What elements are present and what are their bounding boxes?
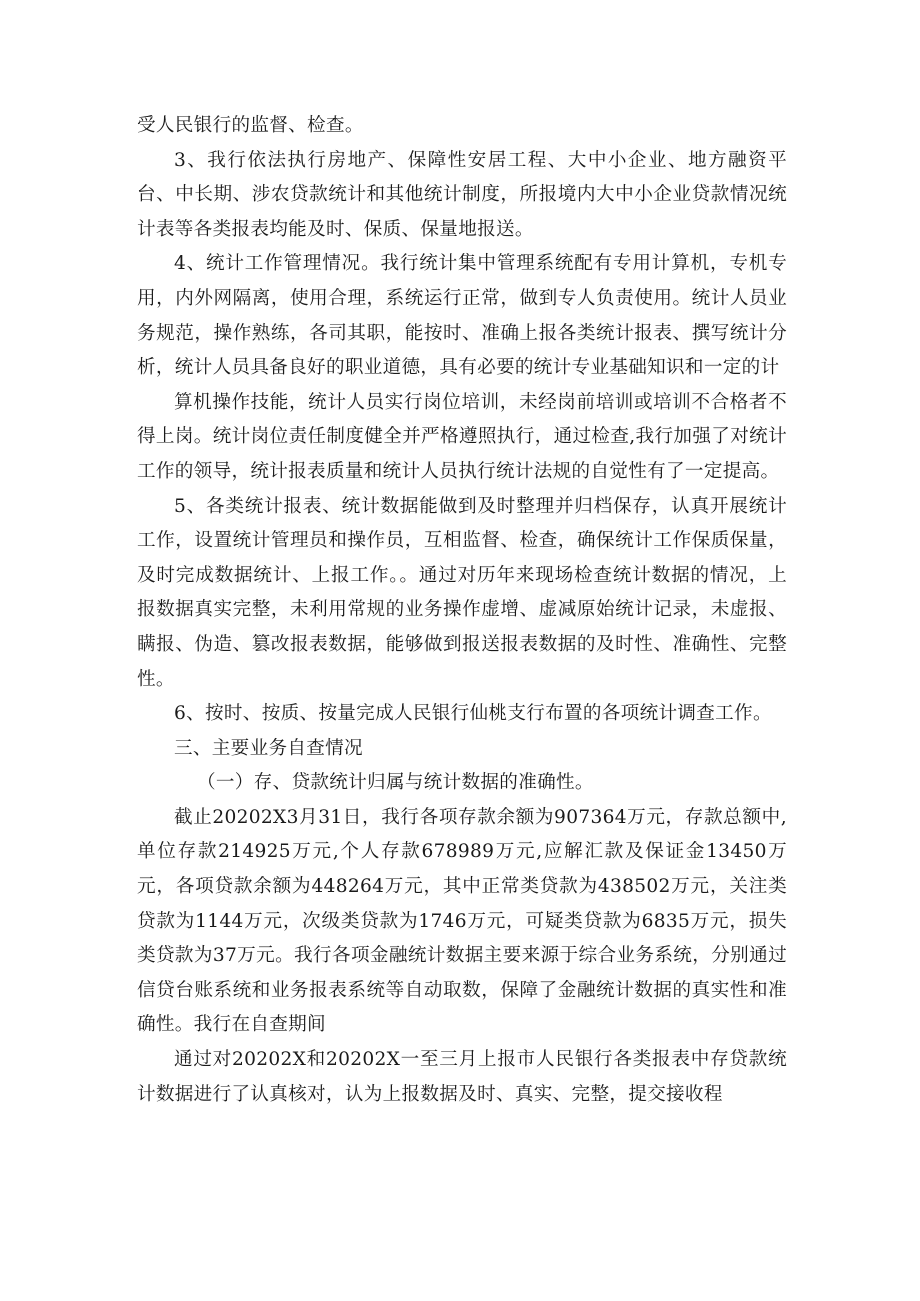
paragraph-4: 算机操作技能，统计人员实行岗位培训，未经岗前培训或培训不合格者不得上岗。统计岗位责任制度健全并严格遵照执行，通过检查,我行加强了对统计工作的领导，统计报表质量和统计人员执行统计法规的自觉性有了一定提高。 (137, 391, 787, 482)
paragraph-10: 通过对20202X和20202X一至三月上报市人民银行各类报表中存贷款统计数据进行了认真核对，认为上报数据及时、真实、完整，提交接收程 (137, 1049, 787, 1105)
document-body (137, 109, 787, 1112)
paragraph-5: 5、各类统计报表、统计数据能做到及时整理并归档保存，认真开展统计工作，设置统计管理员和操作员，互相监督、检查，确保统计工作保质保量，及时完成数据统计、上报工作。。通过对历年来现场检查统计数据的情况，上报数据真实完整，未利用常规的业务操作虚增、虚减原始统计记录，未虚报、瞒报、伪造、篡改报表数据，能够做到报送报表数据的及时性、准确性、完整性。 (137, 495, 787, 690)
paragraph-1: 受人民银行的监督、检查。 (137, 115, 364, 136)
paragraph-9: 截止20202X3月31日，我行各项存款余额为907364万元，存款总额中,单位存款214925万元,个人存款678989万元,应解汇款及保证金13450万元，各项贷款余额为448264万元，其中正常类贷款为438502万元，关注类贷款为1144万元，次级类贷款为1746万元，可疑类贷款为6835万元，损失类贷款为37万元。我行各项金融统计数据主要来源于综合业务系统，分别通过信贷台账系统和业务报表系统等自动取数，保障了金融统计数据的真实性和准确性。我行在自查期间 (137, 806, 787, 1036)
paragraph-6: 6、按时、按质、按量完成人民银行仙桃支行布置的各项统计调查工作。 (174, 703, 772, 725)
subsection-heading-1: （一）存、贷款统计归属与统计数据的准确性。 (197, 772, 594, 794)
section-heading-3: 三、主要业务自查情况 (174, 737, 363, 759)
paragraph-3: 4、统计工作管理情况。我行统计集中管理系统配有专用计算机，专机专用，内外网隔离，使用合理，系统运行正常，做到专人负责使用。统计人员业务规范，操作熟练，各司其职，能按时、准确上报各类统计报表、撰写统计分析，统计人员具备良好的职业道德，具有必要的统计专业基础知识和一定的计 (137, 253, 787, 379)
paragraph-2: 3、我行依法执行房地产、保障性安居工程、大中小企业、地方融资平台、中长期、涉农贷款统计和其他统计制度，所报境内大中小企业贷款情况统计表等各类报表均能及时、保质、保量地报送。 (137, 149, 787, 240)
